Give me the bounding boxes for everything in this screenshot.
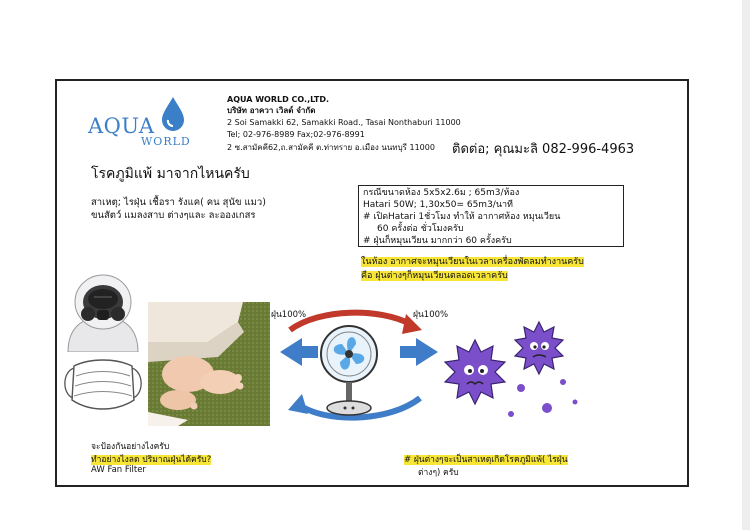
company-address-en: 2 Soi Samakki 62, Samakki Road., Tasai Nonthaburi 11000	[227, 118, 461, 127]
cause-note-line-1: # ฝุ่นต่างๆจะเป็นสาเหตุเกิดโรคภูมิแพ้( ไรฝุ่น	[404, 455, 568, 465]
electric-fan-icon	[312, 322, 386, 418]
prevent-how: ทำอย่างไงลด ปริมาณฝุ่นได้ครับ?	[91, 455, 212, 465]
logo-aqua: AQUA	[88, 114, 155, 138]
cause-note-line-2: ต่างๆ) ครับ	[418, 468, 459, 478]
company-name-en: AQUA WORLD CO.,LTD.	[227, 95, 330, 104]
room-calculation-box	[358, 185, 624, 247]
blue-arrow-right	[400, 338, 438, 366]
air-note-line-2: คือ ฝุ่นต่างๆก็หมุนเวียนตลอดเวลาครับ	[361, 271, 508, 281]
germ-small	[515, 322, 563, 374]
prevent-question: จะป้องกันอย่างไงครับ	[91, 442, 170, 452]
product-name: AW Fan Filter	[91, 465, 146, 475]
causes-line-1: สาเหตุ; ไรฝุ่น เชื้อรา รังแค( คน สุนัข แมว)	[91, 197, 266, 208]
dust-mite-germs-icon	[435, 318, 585, 428]
company-address-th: 2 ซ.สามัคคี62,ถ.สามัคคี ต.ท่าทราย อ.เมือง นนทบุรี 11000	[227, 143, 435, 152]
dust-label-right: ฝุ่น100%	[413, 310, 449, 320]
room-box-line-4: 60 ครั้งต่อ ชั่วโมงครับ	[377, 224, 464, 234]
baby-on-carpet-photo	[148, 302, 270, 426]
room-box-line-2: Hatari 50W; 1,30x50= 65m3/นาที	[363, 200, 513, 210]
logo-world: WORLD	[141, 135, 191, 148]
protective-suit-person-icon	[58, 272, 148, 352]
company-name-th: บริษัท อาควา เวิลด์ จำกัด	[227, 106, 316, 115]
headline: โรคภูมิแพ้ มาจากไหนครับ	[91, 166, 250, 182]
room-box-line-5: # ฝุ่นก็หมุนเวียน มากกว่า 60 ครั้งครับ	[363, 236, 512, 246]
causes-line-2: ขนสัตว์ แมลงสาบ ต่างๆและ ละอองเกสร	[91, 210, 256, 221]
face-mask-icon	[60, 350, 146, 422]
scan-edge	[742, 0, 750, 530]
water-drop-icon	[160, 96, 186, 132]
room-box-line-3: # เปิดHatari 1ชั่วโมง ทำให้ อากาศห้อง หมุนเวียน	[363, 212, 561, 222]
company-tel: Tel; 02-976-8989 Fax;02-976-8991	[227, 130, 365, 139]
dust-label-left: ฝุ่น100%	[271, 310, 307, 320]
germ-large	[445, 340, 505, 404]
contact-line: ติดต่อ; คุณมะลิ 082-996-4963	[452, 142, 635, 157]
room-box-line-1: กรณีขนาดห้อง 5x5x2.6ม ; 65m3/ห้อง	[363, 188, 520, 198]
air-note-line-1: ในห้อง อากาศจะหมุนเวียนในเวลาเครื่องพัดลมทำงานครับ	[361, 257, 584, 267]
